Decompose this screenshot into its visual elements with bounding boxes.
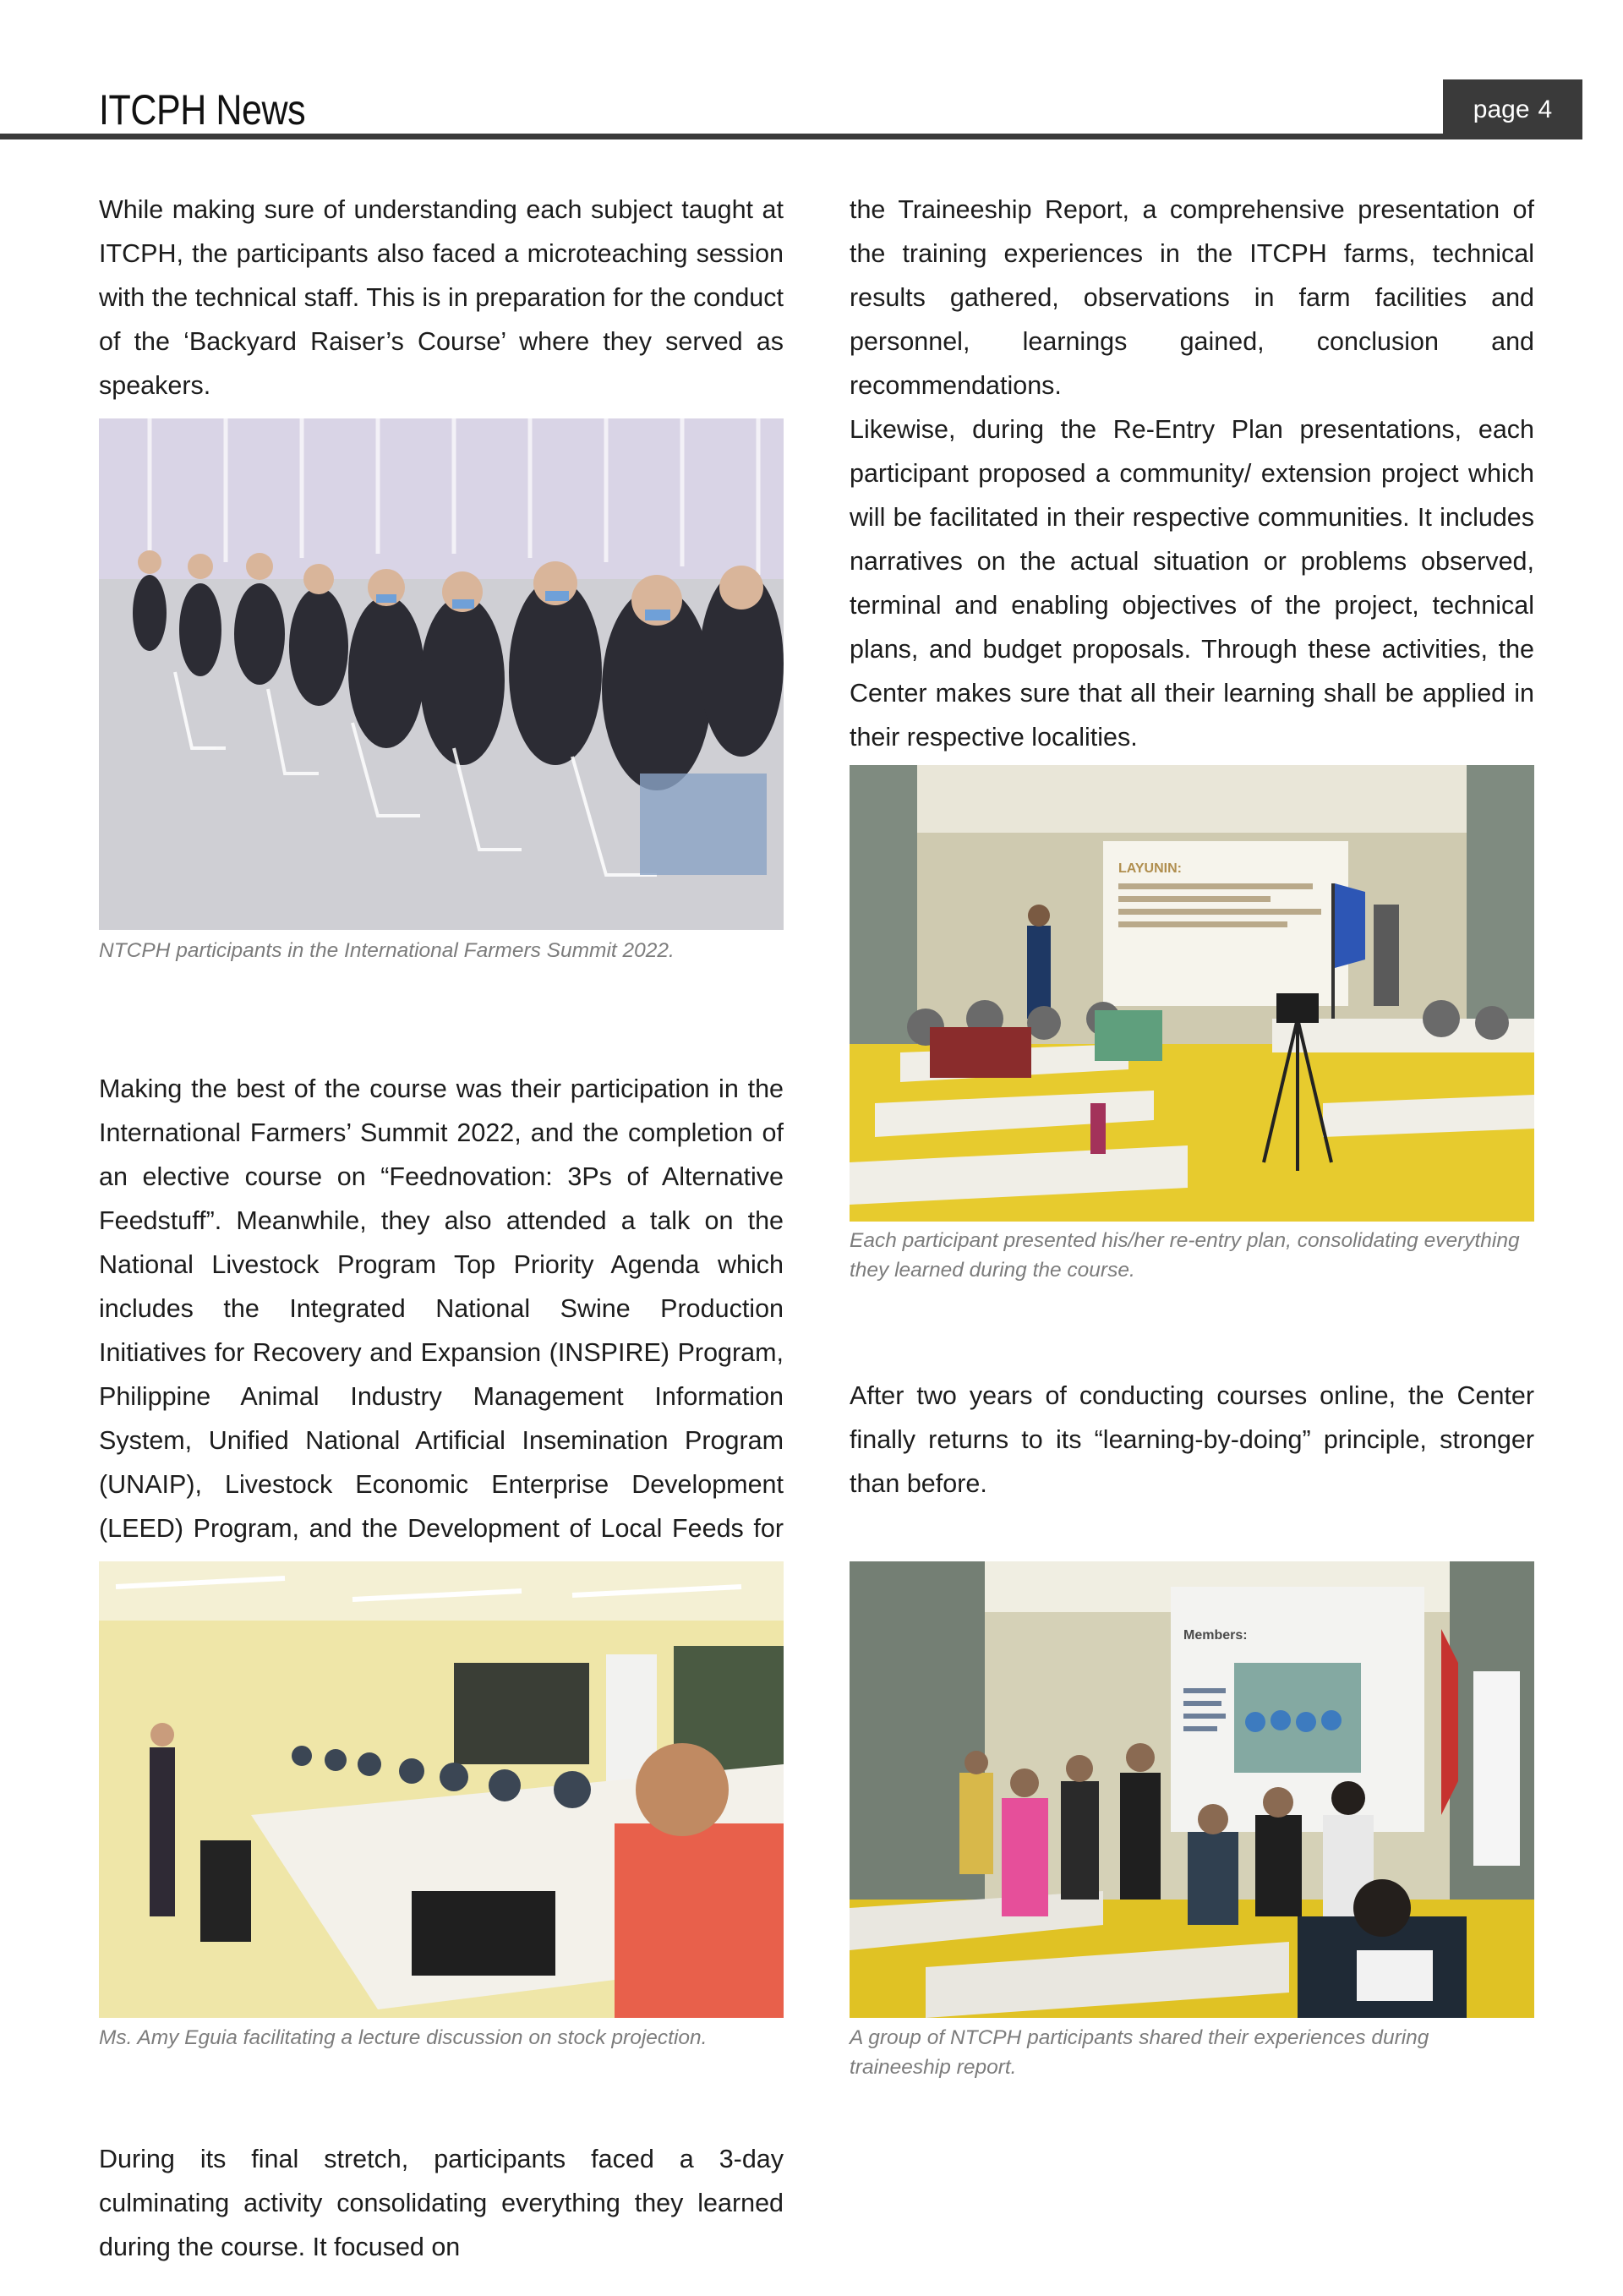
photo-lecture-discussion	[99, 1561, 784, 2018]
page-number: 4	[1538, 96, 1553, 123]
paragraph-summit-and-talks: Making the best of the course was their participation in the International Farmers’ Summit 2022, and the completion of an elective course on “Feednovation: 3Ps of Alternative Feedstuff”. Meanwhile, they also attended a talk on the National Livestock Program Top Priority Agenda which includes the Integrated National Swine Production Initiatives for Recovery and Expansion (INSPIRE) Program, Philippine Animal Industry Management Information System, Unified National Artificial Insemination Program (UNAIP), Livestock Economic Enterprise Development (LEED) Program, and the Development of Local Feeds for	[99, 1074, 784, 1543]
paragraph-traineeship-report: the Traineeship Report, a comprehensive presentation of the training experiences in the ITCPH farms, technical results gathered, observations in farm facilities and personnel, learnings gained, conclusion and recommendations.	[850, 195, 1534, 400]
page-label: page	[1473, 96, 1530, 123]
paragraph-microteaching: While making sure of understanding each subject taught at ITCPH, the participants also faced a microteaching session with the technical staff. This is in preparation for the conduct of the ‘Backyard Raiser’s Course’ where they served as speakers.	[99, 195, 784, 400]
caption-group: A group of NTCPH participants shared their experiences during traineeship report.	[850, 2026, 1429, 2079]
paragraph-learning-by-doing: After two years of conducting courses online, the Center finally returns to its “learning-by-doing” principle, stronger than before.	[850, 1381, 1534, 1498]
page-number-badge	[1443, 79, 1582, 139]
photo-farmers-summit	[99, 418, 784, 930]
paragraph-final-stretch: During its final stretch, participants faced a 3-day culminating activity consolidating everything they learned during the course. It focused on	[99, 2145, 784, 2261]
slide-heading-members: Members:	[1183, 1628, 1248, 1643]
newsletter-title: ITCPH News	[99, 86, 306, 134]
caption-reentry: Each participant presented his/her re-entry plan, consolidating everything they learned during the course.	[850, 1229, 1520, 1282]
photo-reentry-presentation	[850, 765, 1534, 1222]
caption-summit: NTCPH participants in the International Farmers Summit 2022.	[99, 939, 675, 962]
slide-heading: LAYUNIN:	[1118, 861, 1182, 876]
paragraph-reentry-plan: Likewise, during the Re-Entry Plan presentations, each participant proposed a community/ extension project which will be facilitated in their respective communities. It includes narratives on the actual situation or problems observed, terminal and enabling objectives of the project, technical plans, and budget proposals. Through these activities, the Center makes sure that all their learning shall be applied in their respective localities.	[850, 415, 1534, 752]
header-divider	[0, 134, 1582, 139]
caption-lecture: Ms. Amy Eguia facilitating a lecture discussion on stock projection.	[99, 2026, 708, 2049]
photo-group-traineeship-report	[850, 1561, 1534, 2018]
